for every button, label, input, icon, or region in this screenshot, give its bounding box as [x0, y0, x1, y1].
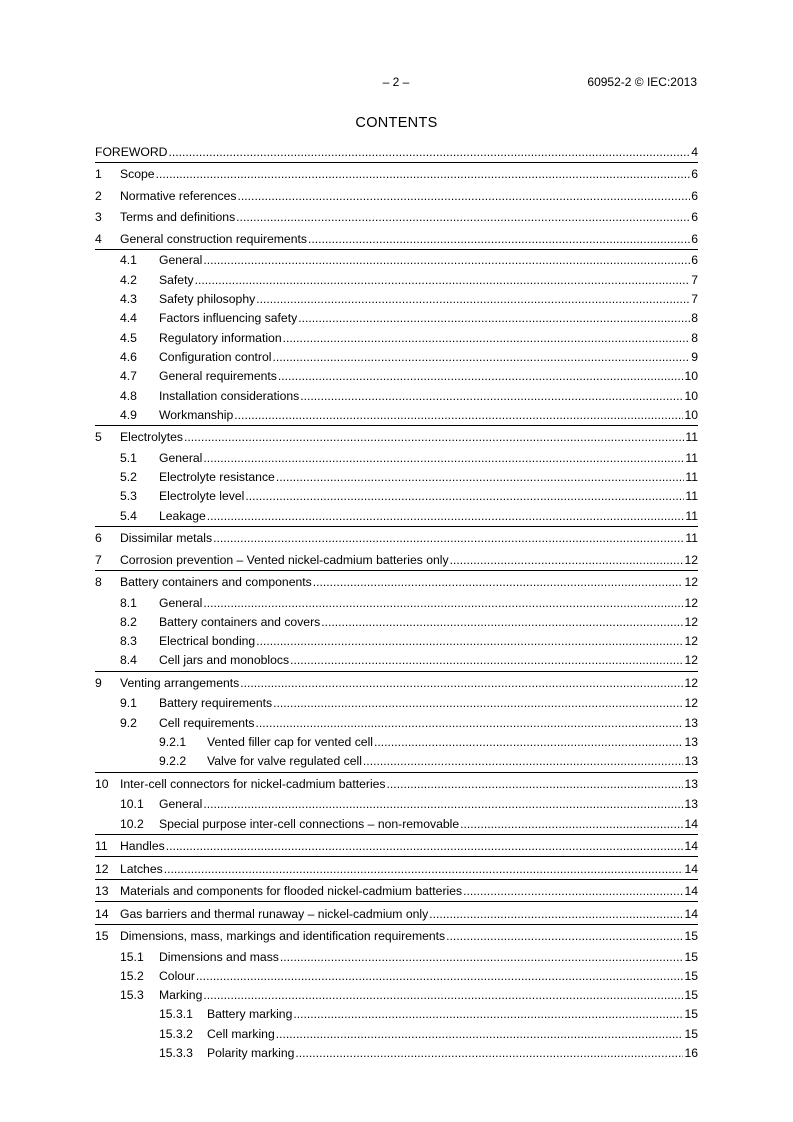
toc-entry[interactable]	[95, 752, 698, 772]
dot-leader	[463, 882, 683, 901]
toc-entry[interactable]	[95, 927, 698, 946]
toc-entry-title: Safety philosophy	[159, 292, 256, 307]
toc-entry-title: Electrolyte resistance	[159, 470, 275, 485]
toc-entry-page: 12	[684, 696, 698, 711]
toc-entry-number: 9.1	[120, 696, 137, 711]
toc-entry[interactable]	[95, 1025, 698, 1044]
toc-entry[interactable]	[95, 948, 698, 967]
toc-entry-page: 11	[685, 489, 698, 504]
dot-leader	[238, 187, 691, 206]
toc-entry-number: 5.1	[120, 450, 137, 465]
toc-entry[interactable]	[95, 165, 698, 184]
toc-entry[interactable]	[95, 348, 698, 367]
toc-entry[interactable]	[95, 613, 698, 632]
toc-entry[interactable]	[95, 551, 698, 571]
dot-leader	[363, 752, 684, 771]
toc-entry[interactable]	[95, 208, 698, 227]
toc-entry-number: 15.3	[120, 988, 144, 1003]
toc-entry-page: 6	[691, 253, 698, 268]
toc-entry-number: 9	[95, 675, 102, 690]
toc-entry[interactable]	[95, 428, 698, 447]
dot-leader	[429, 905, 683, 924]
toc-entry-page: 15	[684, 1026, 698, 1041]
toc-entry[interactable]	[95, 187, 698, 206]
toc-entry[interactable]	[95, 714, 698, 733]
toc-entry-number: 14	[95, 906, 109, 921]
toc-entry-number: 5	[95, 430, 102, 445]
toc-entry-title: General construction requirements	[120, 231, 307, 246]
document-reference: 60952-2 © IEC:2013	[587, 75, 697, 89]
toc-entry-page: 7	[691, 292, 698, 307]
toc-entry-page: 14	[684, 816, 698, 831]
toc-entry-page: 11	[685, 450, 698, 465]
toc-entry-page: 11	[685, 430, 698, 445]
toc-entry-page: 15	[684, 968, 698, 983]
toc-entry[interactable]	[95, 329, 698, 348]
toc-entry-number: 8.2	[120, 614, 137, 629]
toc-entry-title: General	[159, 595, 203, 610]
dot-leader	[321, 613, 683, 632]
dot-leader	[245, 487, 684, 506]
toc-entry-page: 6	[691, 188, 698, 203]
toc-entry-page: 12	[684, 595, 698, 610]
dot-leader	[273, 694, 683, 713]
toc-entry[interactable]	[95, 674, 698, 693]
toc-entry-page: 14	[684, 906, 698, 921]
toc-entry-title: FOREWORD	[95, 145, 168, 159]
toc-entry-page: 13	[684, 797, 698, 812]
dot-leader	[184, 428, 684, 447]
dot-leader	[203, 449, 684, 468]
toc-entry-page: 13	[684, 776, 698, 791]
toc-entry-page: 10	[684, 388, 698, 403]
toc-entry-page: 11	[685, 508, 698, 523]
toc-entry-number: 4.2	[120, 272, 137, 287]
toc-entry-title: Cell marking	[207, 1026, 275, 1041]
toc-entry-title: Leakage	[159, 508, 206, 523]
dot-leader	[290, 651, 683, 670]
toc-entry-number: 4.1	[120, 253, 137, 268]
toc-entry[interactable]	[95, 632, 698, 651]
toc-entry-page: 12	[684, 575, 698, 590]
toc-entry-number: 1	[95, 167, 102, 182]
toc-entry-title: Valve for valve regulated cell	[207, 754, 362, 769]
table-of-contents	[95, 143, 698, 1063]
dot-leader	[295, 1044, 683, 1063]
toc-entry-title: Materials and components for flooded nickel-cadmium batteries	[120, 884, 463, 899]
toc-entry-title: General	[159, 450, 203, 465]
dot-leader	[195, 271, 691, 290]
toc-entry-page: 15	[684, 988, 698, 1003]
toc-entry-title: Configuration control	[159, 349, 272, 364]
dot-leader	[203, 251, 690, 270]
toc-entry-title: General	[159, 253, 203, 268]
toc-entry[interactable]	[95, 367, 698, 386]
toc-entry-number: 9.2	[120, 715, 137, 730]
toc-entry[interactable]	[95, 251, 698, 270]
toc-entry-number: 15.3.3	[159, 1046, 193, 1060]
toc-entry-title: Electrical bonding	[159, 634, 256, 649]
toc-entry-number: 8.4	[120, 653, 137, 668]
toc-entry-title: Battery marking	[207, 1007, 293, 1022]
dot-leader	[196, 967, 684, 986]
page-title: CONTENTS	[355, 115, 438, 131]
toc-entry-title: Normative references	[120, 188, 237, 203]
toc-entry-title: Inter-cell connectors for nickel-cadmium batteries	[120, 776, 386, 791]
toc-entry-title: Polarity marking	[207, 1046, 295, 1060]
dot-leader	[236, 208, 690, 227]
toc-entry-number: 4.8	[120, 388, 137, 403]
toc-entry-number: 3	[95, 210, 102, 225]
toc-entry-page: 8	[691, 330, 698, 345]
dot-leader	[450, 551, 684, 570]
dot-leader	[387, 775, 684, 794]
toc-entry-page: 6	[691, 167, 698, 182]
toc-entry[interactable]	[95, 573, 698, 592]
toc-entry-number: 10.2	[120, 816, 144, 831]
toc-entry[interactable]	[95, 651, 698, 671]
toc-entry-number: 8	[95, 575, 102, 590]
toc-entry-title: Latches	[120, 861, 163, 876]
toc-entry-number: 15.2	[120, 968, 144, 983]
toc-entry-number: 4.5	[120, 330, 137, 345]
dot-leader	[272, 348, 690, 367]
toc-entry-title: Regulatory information	[159, 330, 282, 345]
toc-entry-page: 13	[684, 735, 698, 750]
toc-entry-title: Electrolyte level	[159, 489, 245, 504]
toc-entry-number: 6	[95, 531, 102, 546]
toc-entry-page: 13	[684, 715, 698, 730]
dot-leader	[203, 986, 683, 1005]
toc-entry-page: 15	[684, 929, 698, 944]
toc-entry-number: 5.2	[120, 470, 137, 485]
toc-entry-title: Marking	[159, 988, 203, 1003]
dot-leader	[256, 714, 684, 733]
toc-entry[interactable]	[95, 387, 698, 406]
toc-entry[interactable]	[95, 1044, 698, 1063]
toc-entry-title: Handles	[120, 839, 165, 854]
toc-entry-page: 12	[684, 675, 698, 690]
toc-entry[interactable]	[95, 468, 698, 487]
dot-leader	[308, 230, 690, 249]
toc-entry-page: 9	[691, 349, 698, 364]
toc-entry-title: Installation considerations	[159, 388, 300, 403]
toc-entry[interactable]	[95, 733, 698, 752]
toc-entry[interactable]	[95, 143, 698, 163]
toc-entry-number: 4.7	[120, 369, 137, 384]
toc-entry-number: 8.3	[120, 634, 137, 649]
toc-entry-number: 7	[95, 552, 102, 567]
dot-leader	[374, 733, 683, 752]
toc-entry-number: 9.2.2	[159, 754, 187, 769]
dot-leader	[293, 1005, 683, 1024]
toc-entry-page: 11	[685, 470, 698, 485]
toc-entry[interactable]	[95, 449, 698, 468]
toc-entry-page: 15	[684, 949, 698, 964]
toc-entry-page: 14	[684, 884, 698, 899]
toc-entry[interactable]	[95, 967, 698, 986]
toc-entry-title: Electrolytes	[120, 430, 183, 445]
toc-entry-page: 12	[684, 653, 698, 668]
dot-leader	[240, 674, 683, 693]
dot-leader	[280, 948, 684, 967]
toc-entry[interactable]	[95, 860, 698, 880]
dot-leader	[276, 1025, 684, 1044]
toc-entry-title: General	[159, 797, 203, 812]
toc-entry-number: 15.3.1	[159, 1007, 193, 1022]
toc-entry-number: 5.3	[120, 489, 137, 504]
dot-leader	[203, 795, 683, 814]
toc-entry[interactable]	[95, 406, 698, 426]
dot-leader	[256, 290, 690, 309]
toc-entry-page: 6	[691, 210, 698, 225]
dot-leader	[156, 165, 691, 184]
toc-entry-number: 4.6	[120, 349, 137, 364]
toc-entry-title: Battery requirements	[159, 696, 273, 711]
toc-entry[interactable]	[95, 986, 698, 1005]
toc-entry-number: 9.2.1	[159, 735, 187, 750]
toc-entry-number: 10	[95, 776, 109, 791]
toc-entry-number: 11	[95, 839, 108, 854]
dot-leader	[300, 387, 683, 406]
toc-entry[interactable]	[95, 507, 698, 527]
toc-entry-number: 13	[95, 884, 109, 899]
toc-entry-title: Cell jars and monoblocs	[159, 653, 290, 668]
toc-entry[interactable]	[95, 309, 698, 328]
dot-leader	[207, 507, 685, 526]
dot-leader	[168, 143, 690, 162]
toc-entry-page: 15	[684, 1007, 698, 1022]
toc-entry-number: 4.3	[120, 292, 137, 307]
toc-entry-title: Dissimilar metals	[120, 531, 213, 546]
dot-leader	[256, 632, 683, 651]
dot-leader	[283, 329, 691, 348]
toc-entry-title: Corrosion prevention – Vented nickel-cadmium batteries only	[120, 552, 449, 567]
toc-entry[interactable]	[95, 694, 698, 713]
toc-entry-page: 13	[684, 754, 698, 769]
toc-entry-title: General requirements	[159, 369, 277, 384]
toc-entry-page: 16	[684, 1046, 698, 1060]
toc-entry[interactable]	[95, 230, 698, 250]
toc-entry-title: Dimensions, mass, markings and identification requirements	[120, 929, 446, 944]
toc-entry-page: 11	[685, 531, 698, 546]
dot-leader	[446, 927, 683, 946]
toc-entry-page: 10	[684, 369, 698, 384]
toc-entry-number: 10.1	[120, 797, 144, 812]
toc-entry-page: 12	[684, 634, 698, 649]
toc-entry-page: 6	[691, 231, 698, 246]
toc-entry[interactable]	[95, 905, 698, 925]
toc-entry[interactable]	[95, 290, 698, 309]
toc-entry[interactable]	[95, 795, 698, 814]
dot-leader	[166, 837, 684, 856]
toc-entry-number: 12	[95, 861, 109, 876]
toc-entry[interactable]	[95, 815, 698, 835]
page-number: – 2 –	[382, 75, 410, 89]
toc-entry-title: Cell requirements	[159, 715, 255, 730]
toc-entry[interactable]	[95, 271, 698, 290]
toc-entry-number: 15.3.2	[159, 1026, 193, 1041]
toc-entry-number: 8.1	[120, 595, 137, 610]
dot-leader	[164, 860, 684, 879]
dot-leader	[460, 815, 683, 834]
dot-leader	[313, 573, 684, 592]
toc-entry-title: Safety	[159, 272, 194, 287]
toc-entry[interactable]	[95, 1005, 698, 1024]
toc-entry-title: Vented filler cap for vented cell	[207, 735, 373, 750]
toc-entry-page: 4	[691, 145, 698, 159]
toc-entry[interactable]	[95, 775, 698, 794]
toc-entry[interactable]	[95, 837, 698, 857]
toc-entry-number: 15	[95, 929, 109, 944]
dot-leader	[203, 594, 683, 613]
toc-entry-number: 4	[95, 231, 102, 246]
toc-entry-page: 12	[684, 614, 698, 629]
toc-entry-title: Venting arrangements	[120, 675, 240, 690]
toc-entry-title: Battery containers and covers	[159, 614, 321, 629]
toc-entry[interactable]	[95, 882, 698, 902]
dot-leader	[213, 529, 684, 548]
toc-entry[interactable]	[95, 594, 698, 613]
toc-entry-title: Special purpose inter-cell connections – non-removable	[159, 816, 460, 831]
toc-entry-page: 14	[684, 839, 698, 854]
toc-entry-title: Colour	[159, 968, 195, 983]
dot-leader	[234, 406, 683, 425]
toc-entry-title: Factors influencing safety	[159, 311, 298, 326]
toc-entry-title: Dimensions and mass	[159, 949, 279, 964]
dot-leader	[276, 468, 685, 487]
toc-entry-title: Workmanship	[159, 407, 234, 422]
toc-entry-title: Battery containers and components	[120, 575, 312, 590]
toc-entry-number: 15.1	[120, 949, 144, 964]
toc-entry-page: 10	[684, 407, 698, 422]
toc-entry-page: 8	[691, 311, 698, 326]
toc-entry[interactable]	[95, 487, 698, 506]
dot-leader	[278, 367, 684, 386]
toc-entry-title: Terms and definitions	[120, 210, 236, 225]
toc-entry-title: Gas barriers and thermal runaway – nickel-cadmium only	[120, 906, 429, 921]
toc-entry-page: 12	[684, 552, 698, 567]
toc-entry-title: Scope	[120, 167, 155, 182]
toc-entry-page: 7	[691, 272, 698, 287]
toc-entry[interactable]	[95, 529, 698, 548]
toc-entry-number: 2	[95, 188, 102, 203]
toc-entry-number: 4.9	[120, 407, 137, 422]
toc-entry-number: 5.4	[120, 508, 137, 523]
dot-leader	[298, 309, 690, 328]
toc-entry-page: 14	[684, 861, 698, 876]
toc-entry-number: 4.4	[120, 311, 137, 326]
